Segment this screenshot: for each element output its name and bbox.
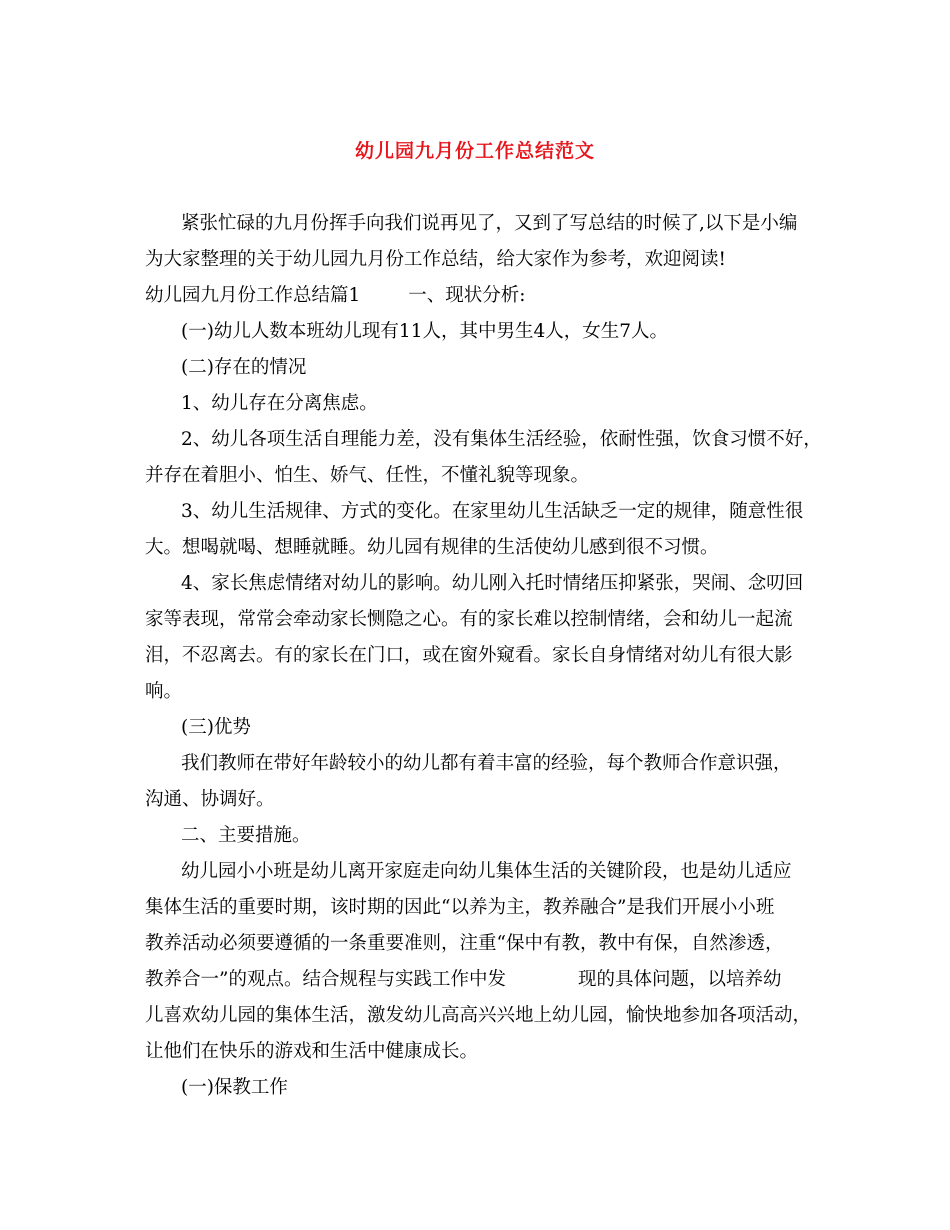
paragraph-line: 集体生活的重要时期，该时期的因此“以养为主，教养融合”是我们开展小小班 <box>145 897 775 918</box>
paragraph-line: 幼儿园小小班是幼儿离开家庭走向幼儿集体生活的关键阶段，也是幼儿适应 <box>181 861 792 882</box>
section-heading: 一、现状分析: <box>408 285 526 306</box>
paragraph-line: 3、幼儿生活规律、方式的变化。在家里幼儿生活缺乏一定的规律，随意性很 <box>181 501 804 522</box>
subheading-line: (二)存在的情况 <box>181 357 307 378</box>
paragraph-line-part: 教养合一”的观点。结合规程与实践工作中发 <box>145 969 506 990</box>
paragraph-line: 让他们在快乐的游戏和生活中健康成长。 <box>145 1041 479 1062</box>
paragraph-line: 家等表现，常常会牵动家长恻隐之心。有的家长难以控制情绪，会和幼儿一起流 <box>145 609 793 630</box>
paragraph-line: 并存在着胆小、怕生、娇气、任性，不懂礼貌等现象。 <box>145 465 590 486</box>
paragraph-line: 教养活动必须要遵循的一条重要准则，注重“保中有教，教中有保，自然渗透， <box>145 933 784 954</box>
paragraph-line: 紧张忙碌的九月份挥手向我们说再见了，又到了写总结的时候了,以下是小编 <box>181 213 798 234</box>
section-heading-line: 二、主要措施。 <box>181 825 311 846</box>
paragraph-line: 泪，不忍离去。有的家长在门口，或在窗外窥看。家长自身情绪对幼儿有很大影 <box>145 645 793 666</box>
paragraph-line-part: 现的具体问题，以培养幼 <box>577 969 782 990</box>
subheading-line: (一)保教工作 <box>181 1077 288 1098</box>
paragraph-line: (一)幼儿人数本班幼儿现有11人，其中男生4人，女生7人。 <box>181 321 669 342</box>
article-heading: 幼儿园九月份工作总结篇1 <box>145 285 361 306</box>
paragraph-line: 为大家整理的关于幼儿园九月份工作总结，给大家作为参考，欢迎阅读! <box>145 249 726 270</box>
paragraph-line: 大。想喝就喝、想睡就睡。幼儿园有规律的生活使幼儿感到很不习惯。 <box>145 537 719 558</box>
subheading-line: (三)优势 <box>181 717 251 738</box>
paragraph-line <box>145 962 825 998</box>
section-heading-line <box>145 278 825 314</box>
paragraph-line: 儿喜欢幼儿园的集体生活，激发幼儿高高兴兴地上幼儿园，愉快地参加各项活动， <box>145 1005 812 1026</box>
paragraph-line: 我们教师在带好年龄较小的幼儿都有着丰富的经验，每个教师合作意识强， <box>181 753 792 774</box>
paragraph-line: 响。 <box>145 681 183 702</box>
paragraph-line: 1、幼儿存在分离焦虑。 <box>181 393 378 414</box>
paragraph-line: 2、幼儿各项生活自理能力差，没有集体生活经验，依耐性强，饮食习惯不好， <box>181 429 822 450</box>
paragraph-line: 沟通、协调好。 <box>145 789 275 810</box>
paragraph-line: 4、家长焦虑情绪对幼儿的影响。幼儿刚入托时情绪压抑紧张，哭闹、念叨回 <box>181 573 804 594</box>
document-body <box>145 206 825 1106</box>
document-title: 幼儿园九月份工作总结范文 <box>354 140 595 162</box>
